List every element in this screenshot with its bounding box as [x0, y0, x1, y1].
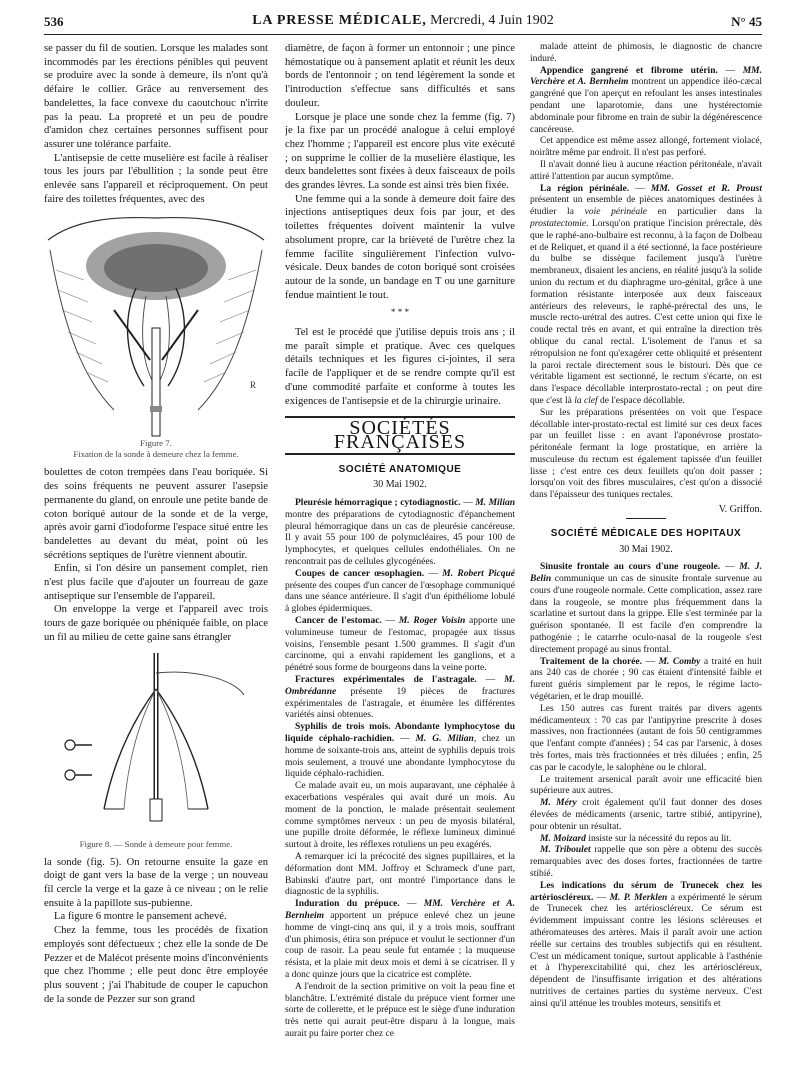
entry-text: rappelle que son père a obtenu des succès remarquables avec des doses fortes, fractionnées de tartre stibié. — [530, 845, 762, 879]
divider — [626, 518, 666, 519]
signature: V. Griffon. — [718, 504, 762, 516]
society-date: 30 Mai 1902. — [619, 543, 673, 555]
figure-7-caption: Fixation de la sonde à demeure chez la femme. — [73, 449, 239, 460]
paragraph: Cet appendice est même assez allongé, fortement violacé, noirâtre même par endroit. Il n'est pas perforé. — [530, 136, 762, 159]
entry-author: M. Triboulet — [540, 845, 591, 856]
entry-text: présentent un ensemble de pièces anatomiques destinées à étudier la — [530, 195, 762, 218]
entry-author: MM. Verchère et A. Bernheim — [285, 899, 515, 921]
paragraph: Chez la femme, tous les procédés de fixation employés sont défectueux ; chez elle la sonde de De Pezzer et de Malécot présente moins d'inconvénients que chez l'homme ; elle peut donc être employée plus souvent ; j'ai l'habitude de couper le capuchon de la sonde de Pezzer sur son grand — [44, 925, 268, 1005]
paragraph: Sur les préparations présentées on voit que l'espace décollable inter-prostato-rectal est limité sur ces deux faces par un feuillet lisse : en avant l'aponévrose prostato-péritonéale fermant la loge prostatique, en arrière la musculeuse du rectum est également tapissée d'un feuillet lisse ; c'est entre ces deux feuillets qu'on doit passer ; lorsqu'on voit des fibres musculaires, c'est qu'on a dissocié dans l'épaisseur des tuniques rectales. — [530, 407, 762, 501]
entry: Induration du prépuce. — MM. Verchère et A. Bernheim apportent un prépuce enlevé chez un jeune homme de vingt-cinq ans qui, il y a trois mois, souffrant d'un phimosis, étira son prépuce et voulut le sectionner d'un coup de rasoir. La peau seule fut entamée ; la muqueuse résista, et la plaie mit deux mois et demi à se cicatriser. Il y a donc quinze jours que la cicatrice est complète. — [285, 899, 515, 980]
entry: Cancer de l'estomac. — M. Roger Voisin apporte une volumineuse tumeur de l'estomac, propagée aux tissus voisins, l'ensemble pesant 1.500 grammes. Il s'agit d'un carcinome, qui a envahi rapidement les ganglions, et a pénétré sous forme de bourgeons dans la veine porte. — [285, 616, 515, 674]
entry-topic: Syphilis de trois mois. Abondante lymphocytose du liquide céphalo-rachidien. — [285, 722, 515, 745]
header-rule — [44, 34, 762, 35]
entry-text: insiste sur la nécessité du repos au lit. — [585, 833, 732, 844]
entry-text: a expérimenté le sérum de Trunecek chez les artérioscléreux. Ce sérum est évidemment impuissant contre les lésions scléreuses et athéromateuses des artères. Mais il paraît avoir une action réelle sur certains des troubles subjectifs qui en résultent. C'est un médicament tonique, surtout applicable à l'asthénie et à l'hyperexcitabilité qui, chez les artérioscléreux, dépendent de l'insuffisante irrigation et des altérations nutritives de certaines parties du système nerveux. C'est ainsi qu'il atténue les troubles moteurs, sensitifs et — [530, 892, 762, 1009]
entry-author: M. Robert Picqué — [442, 568, 515, 579]
entry-author: M. Méry — [540, 798, 577, 809]
entry-author: M. Ombrédanne — [285, 675, 515, 697]
entry-text: apporte une volumineuse tumeur de l'estomac, propagée aux tissus voisins, l'ensemble pesant 1.500 grammes. Il s'agit d'un carcinome, qui a envahi rapidement les ganglions, et a pénétré sous forme de bourgeons dans la veine porte. — [285, 616, 515, 674]
entry: Sinusite frontale au cours d'une rougeole. — M. J. Belin communique un cas de sinusite frontale survenue au cours d'une rougeole normale. Cette complication, assez rare dans la rougeole, se montre plus fréquemment dans la scarlatine et surtout dans la grippe. Elle s'est terminée par la guérison spontanée. Il est facile d'en comprendre la pathogénie ; le catarrhe oculo-nasal de la rougeole s'est directement propagé au sinus frontal. — [530, 562, 762, 655]
entry-text: en particulier dans la — [647, 207, 762, 218]
entry — [530, 798, 762, 833]
section-title: SOCIÉTÉS FRANÇAISES — [333, 417, 467, 453]
paragraph: A remarquer ici la précocité des signes pupillaires, et la déformation dont MM. Joffroy et Schrameck d'une part, Babinski d'autre part, ont montré l'importance dans le diagnostic de la syphilis. — [285, 852, 515, 898]
entry-topic: Sinusite frontale au cours d'une rougeole. — [540, 562, 721, 573]
entry: La région périnéale. — MM. Gosset et R. Proust présentent un ensemble de pièces anatomiques destinées à étudier la voie périnéale en particulier dans la prostatectomie. Lorsqu'on pratique l'incision prérectale, dès que le raphé-ano-bulbaire est reconnu, à la façon de Dolbeau et de Reliquet, et quand il a été sectionné, la face postérieure du bulbe se dissèque facilement jusqu'à l'urètre membraneux, disaient les anciens, en réalité jusqu'à la solide union du rectum et du diaphragme uro-génital, grâce à une formation résistante interposée aux deux faisceaux antérieurs des releveurs, le raphé-prérectal des uns, le muscle recto-urétral des autres. C'est cette union qui fixe le coude rectal très en avant, et qui entraîne la direction très oblique du canal rectal. L'isolement de l'anus et sa rétropulsion ne font qu'exagérer cette obliquité et présentent la paroi rectale directement sous le bistouri. Dès que ce véritable ligament est sectionné, le rectum s'écarte, on est dans l'espace décollable interprostato-rectal ; on peut dire que c'est là la clef de l'espace décollable. — [530, 183, 762, 406]
page-header — [44, 12, 762, 34]
society-heading: SOCIÉTÉ MÉDICALE DES HOPITAUX — [550, 527, 742, 539]
paragraph: boulettes de coton trempées dans l'eau boriquée. Si des soins fréquents ne peuvent assurer l'asepsie permanente du gland, on enroule une petite bande de coton boriqué autour de la sonde et de la verge, après avoir garni d'iodoforme l'espace situé entre les bandelettes au devant du méat, point où les sécrétions septiques de l'urètre viennent aboutir. — [44, 467, 268, 561]
entry-author: M. P. Merklen — [609, 892, 668, 903]
entry: Les indications du sérum de Trunecek chez les artérioscléreux. — M. P. Merklen a expérimenté le sérum de Trunecek chez les artérioscléreux. Ce sérum est évidemment impuissant contre les lésions scléreuses et athéromateuses des artères. Mais il paraît avoir une action réelle sur certains des troubles subjectifs qui en résultent. C'est un médicament tonique, surtout applicable à l'asthénie et à l'hyperexcitabilité qui, chez les artérioscléreux, dépendent de l'insuffisante irrigation et des altérations nutritives de certaines parties du système nerveux. C'est ainsi qu'il atténue les troubles moteurs, sensitifs et — [530, 880, 762, 1009]
entry-topic: Les indications du sérum de Trunecek chez les artérioscléreux. — [530, 880, 762, 903]
paragraph: Il n'avait donné lieu à aucune réaction péritonéale, n'avait attiré l'attention par aucun symptôme. — [530, 159, 762, 182]
society-date: 30 Mai 1902. — [373, 479, 427, 491]
paragraph: Le traitement arsenical paraît avoir une efficacité bien supérieure aux autres. — [530, 774, 762, 797]
paragraph: La figure 6 montre le pansement achevé. — [54, 911, 227, 923]
entry — [530, 834, 762, 846]
entry: Syphilis de trois mois. Abondante lymphocytose du liquide céphalo-rachidien. — M. G. Milian, chez un homme de soixante-trois ans, atteint de syphilis depuis trois mois seulement, a trouvé une abondante lymphocytose du liquide céphalo-rachidien. — [285, 722, 515, 780]
society-proceedings-continued — [530, 42, 762, 519]
entry-topic: Coupes de cancer œsophagien. — [295, 568, 425, 579]
entry-text: montrent un appendice iléo-cæcal gangréné que l'on aperçut en refoulant les anses intestinales pendant une laparotomie, dans une hystérectomie abdominale pour fibrome en train de subir la dégénérescence cancéreuse. — [530, 77, 762, 135]
paragraph: malade atteint de phimosis, le diagnostic de chancre induré. — [530, 42, 762, 64]
column-1 — [44, 42, 268, 1074]
paragraph: diamètre, de façon à former un entonnoir ; une pince hémostatique ou à pansement aplatit et réunit les deux bords de l'entonnoir ; on tend légèrement la sonde et l'introduction s'effectue sans difficultés et sans douleur. — [285, 43, 515, 109]
paragraph: Une femme qui a la sonde à demeure doit faire des injections antiseptiques deux fois par jour, et des toilettes fréquentes doivent maintenir la vulve absolument propre, car la brièveté de l'urètre chez la femme facilite singulièrement l'infection vulvo-vésicale. Deux bandes de coton boriqué sont croisées autour de la sonde, un bandage en T ou une garniture fendue maintient le tout. — [285, 193, 515, 301]
entry: Traitement de la chorée. — M. Comby a traité en huit ans 240 cas de chorée ; 90 cas étaient d'intensité faible et furent guéris simplement par le repos, le régime lacto-végétarien, et le drap mouillé. — [530, 656, 762, 703]
entry-topic: Fractures expérimentales de l'astragale. — [295, 675, 477, 686]
figure-8-caption: Figure 8. — Sonde à demeure pour femme. — [79, 838, 233, 849]
paragraph: A l'endroit de la section primitive on voit la peau fine et blanchâtre. L'extrémité distale du prépuce vient former une sorte de collerette, et le prépuce est le siège d'une induration très nette qui aurait peut-être disparu à la longue, mais aurait pu faire porter chez ce — [285, 981, 515, 1039]
paragraph: L'antisepsie de cette muselière est facile à réaliser tous les jours par l'ébullition ; la sonde peut être enlevée sans l'appareil et réciproquement. On peut faire des toilettes fréquentes, avec des — [44, 152, 268, 205]
entry — [530, 845, 762, 880]
paragraph: Enfin, si l'on désire un pansement complet, rien n'est plus facile que d'ajouter un fourreau de gaze antiseptique sur l'ensemble de l'appareil. — [44, 563, 268, 602]
entry-author: M. Milian — [475, 498, 515, 509]
society-proceedings — [530, 562, 762, 1010]
entry-author: M. J. Belin — [530, 562, 762, 585]
entry-author: M. G. Milian — [415, 734, 474, 745]
entry-author: MM. Verchère et A. Bernheim — [530, 65, 762, 88]
entry-topic: Appendice gangrené et fibrome utérin. — [540, 65, 718, 76]
entry: Pleurésie hémorragique ; cytodiagnostic. — M. Milian montre des préparations de cytodiagnostic d'épanchement pleural hémorragique dans un cas de pleurésie cancéreuse. Il y avait 55 pour 100 de polynucléaires, 45 pour 100 de lymphocytes, et quelques cellules endothéliales. On ne rencontrait pas de cellules glycogénées. — [285, 498, 515, 568]
entry-author: M. Moizard — [540, 833, 586, 844]
entry-emphasis: la clef — [574, 395, 598, 406]
entry-text: apportent un prépuce enlevé chez un jeune homme de vingt-cinq ans qui, il y a trois mois, souffrant d'un phimosis, étira son prépuce et voulut le sectionner d'un coup de rasoir. La peau seule fut entamée ; la muqueuse résista, et la plaie mit deux mois et demi à se cicatriser. Il y a donc quinze jours que la cicatrice est complète. — [285, 910, 515, 980]
entry-topic: Traitement de la chorée. — [540, 656, 642, 667]
entry-text: , chez un homme de soixante-trois ans, atteint de syphilis depuis trois mois seulement, a trouvé une abondante lymphocytose du liquide céphalo-rachidien. — [285, 734, 515, 780]
entry-topic: Cancer de l'estomac. — [295, 616, 382, 627]
entry: Coupes de cancer œsophagien. — M. Robert Picqué présente des coupes d'un cancer de l'œsophage communiqué dans une séance antérieure. Il s'agit d'un épithéliome lobulé à globes épidermiques. — [285, 568, 515, 615]
entry-author: M. Comby — [658, 656, 701, 667]
entry-emphasis: prostatectomie — [530, 218, 587, 229]
paragraph: Ce malade avait eu, un mois auparavant, une céphalée à exacerbations vespérales qui avait duré un mois. Au moment de la ponction, le malade présentait seulement comme symptômes nerveux : un peu de myosis bilatéral, une pupille droite déformée, le réflexe lumineux diminué surtout à droite, les réflexes rotuliens un peu exagérés. — [285, 781, 515, 851]
column-3 — [530, 42, 762, 1074]
entry-topic: Pleurésie hémorragique ; cytodiagnostic. — [295, 498, 461, 509]
section-stars: * * * — [391, 307, 409, 318]
figure-7-illustration — [44, 210, 268, 438]
entry-topic: La région périnéale. — [540, 183, 630, 194]
society-heading: SOCIÉTÉ ANATOMIQUE — [338, 463, 462, 475]
entry: Fractures expérimentales de l'astragale. — M. Ombrédanne présente 19 pièces de fractures expérimentales de l'astragale, et énumère les différentes variétés ainsi obtenues. — [285, 675, 515, 721]
entry-text: présente 19 pièces de fractures expérimentales de l'astragale, et énumère les différentes variétés ainsi obtenues. — [285, 686, 515, 721]
society-proceedings — [285, 498, 515, 1041]
svg-text:R: R — [250, 380, 257, 391]
entry-text: montre des préparations de cytodiagnostic d'épanchement pleural hémorragique dans un cas de pleurésie cancéreuse. Il y avait 55 pour 100 de polynucléaires, 45 pour 100 de lymphocytes, et quelques cellules endothéliales. On ne rencontrait pas de cellules glycogénées. — [285, 509, 515, 568]
paragraph: Lorsque je place une sonde chez la femme (fig. 7) je la fixe par un procédé analogue à celui employé chez l'homme ; l'appareil est encore plus vite exécuté ; on supprime le collier de la muselière élastique, les deux bandelettes sont fixées à deux faisceaux de poils des grandes lèvres. La sonde est ainsi très bien fixée. — [285, 111, 515, 192]
entry-text: de l'espace décollable. — [597, 395, 685, 406]
issue-date: Mercredi, 4 Juin 1902 — [426, 13, 554, 28]
running-title — [44, 13, 762, 29]
figure-8-illustration — [44, 649, 268, 839]
entry-text: présente des coupes d'un cancer de l'œsophage communiqué dans une séance antérieure. Il s'agit d'un épithéliome lobulé à globes épidermiques. — [285, 580, 515, 615]
entry-text: communique un cas de sinusite frontale survenue au cours d'une rougeole normale. Cette complication, assez rare dans la rougeole, se montre plus fréquemment dans la scarlatine et surtout dans la grippe. Elle s'est terminée par la guérison spontanée. Il est facile d'en comprendre la pathogénie ; le catarrhe oculo-nasal de la rougeole s'est directement propagé au sinus frontal. — [530, 574, 762, 655]
section-banner — [285, 416, 515, 454]
entry-text: croit également qu'il faut donner des doses élevées de médicaments (arsenic, tartre stibié, antipyrine), pour obtenir un résultat. — [530, 798, 762, 832]
figure-8 — [44, 649, 268, 850]
paragraph: la sonde (fig. 5). On retourne ensuite la gaze en doigt de gant vers la base de la verge ; un nouveau fil cercle la verge et la gaze à ce niveau ; on le relie ensuite à la papillote sus-pubienne. — [44, 856, 268, 909]
entry-text: a traité en huit ans 240 cas de chorée ; 90 cas étaient d'intensité faible et furent guéris simplement par le repos, le régime lacto-végétarien, et le drap mouillé. — [530, 656, 762, 703]
figure-7 — [44, 210, 268, 460]
paragraph: On enveloppe la verge et l'appareil avec trois tours de gaze boriquée ou phéniquée faible, on place un fil au milieu de cette gaine sans étrangler — [44, 604, 268, 643]
entry-author: M. Roger Voisin — [398, 616, 466, 627]
paragraph: Tel est le procédé que j'utilise depuis trois ans ; il me paraît simple et pratique. Avec ces quelques détails techniques et les figures ci-jointes, il sera facile de l'appliquer et de se rendre compte qu'il est d'une commodité parfaite et conforme à toutes les exigences de l'antisepsie et de la chirurgie urinaire. — [285, 327, 515, 407]
publication-name: LA PRESSE MÉDICALE, — [252, 13, 427, 28]
column-2 — [285, 42, 515, 1074]
page-number: 536 — [44, 14, 64, 29]
issue-number: N° 45 — [731, 14, 762, 29]
figure-7-caption-title: Figure 7. — [140, 438, 172, 449]
entry-emphasis: voie périnéale — [584, 207, 647, 218]
entry: Appendice gangrené et fibrome utérin. — MM. Verchère et A. Bernheim montrent un appendice iléo-cæcal gangréné que l'on aperçut en refoulant les anses intestinales pendant une laparotomie, dans une hystérectomie abdominale pour fibrome en train de subir la dégénérescence cancéreuse. — [530, 65, 762, 135]
paragraph: se passer du fil de soutien. Lorsque les malades sont incommodés par les érections pénibles qui peuvent se produire avec la sonde à demeure, ils n'ont qu'à défaire le collier. Grâce au renversement des bandelettes, la face convexe du caoutchouc n'irrite pas la peau. La propreté et un peu de poudre d'amidon chez certaines personnes suffisent pour assurer une tolérance parfaite. — [44, 43, 268, 150]
paragraph: Les 150 autres cas furent traités par divers agents médicamenteux : 70 cas par l'antipyrine prescrite à doses massives, non fractionnées (autant de fois 50 centigrammes que l'enfant compte d'années) ; 54 cas par l'arsenic, à doses très fortes, mais très fractionnées et très diluées ; enfin, 25 cas par le cacodyle, le salophène ou le chloral. — [530, 703, 762, 773]
entry-text: . Lorsqu'on pratique l'incision prérectale, dès que le raphé-ano-bulbaire est reconnu, à la façon de Dolbeau et de Reliquet, et quand il a été sectionné, la face postérieure du bulbe se dissèque facilement jusqu'à l'urètre membraneux, disaient les anciens, en réalité jusqu'à la solide union du rectum et du diaphragme uro-génital, grâce à une formation résistante interposée aux deux faisceaux antérieurs des releveurs, le raphé-prérectal des uns, le muscle recto-urétral des autres. C'est cette union qui fixe le coude rectal très en avant, et qui entraîne la direction très oblique du canal rectal. L'isolement de l'anus et sa rétropulsion ne font qu'exagérer cette obliquité et présentent la paroi rectale directement sous le bistouri. Dès que ce véritable ligament est sectionné, le rectum s'écarte, on est dans l'espace décollable interprostato-rectal ; on peut dire que c'est là — [530, 218, 762, 406]
entry-author: MM. Gosset et R. Proust — [650, 183, 762, 194]
entry-topic: Induration du prépuce. — [295, 899, 400, 910]
